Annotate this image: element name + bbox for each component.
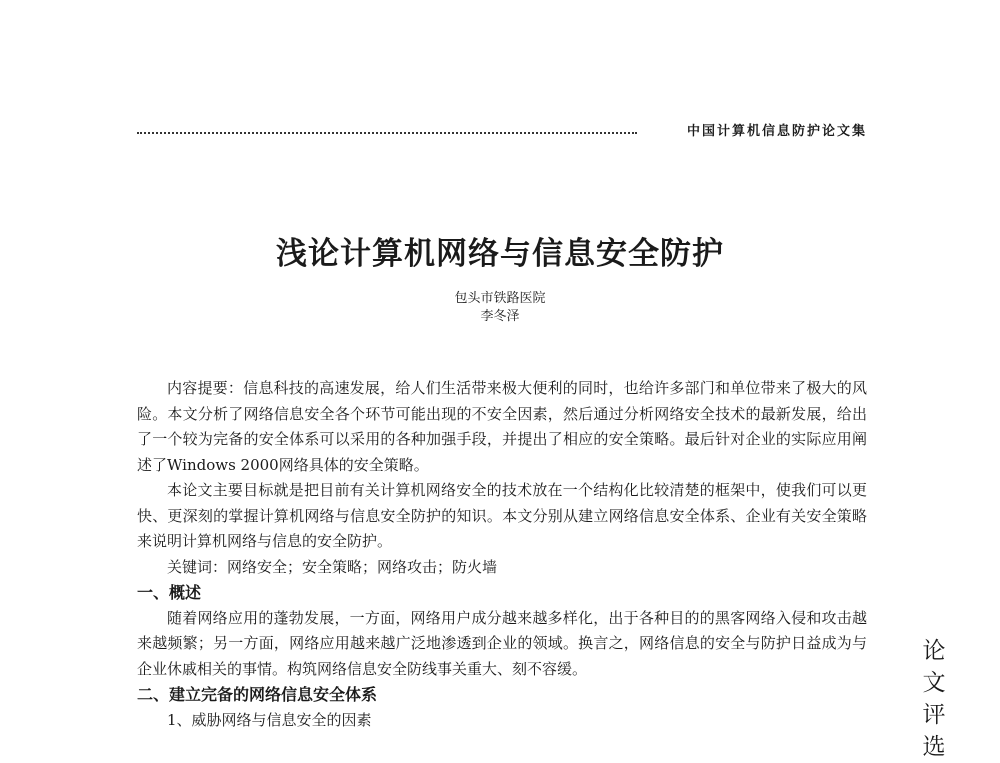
sidebar-char: 选 [922,734,946,760]
header-dotted-rule [137,132,637,134]
sidebar-vertical-label [918,635,950,763]
sidebar-char: 评 [922,702,946,728]
sidebar-char: 文 [922,670,946,696]
section-2-heading: 二、建立完备的网络信息安全体系 [137,685,378,704]
intro-paragraph: 本论文主要目标就是把目前有关计算机网络安全的技术放在一个结构化比较清楚的框架中，使我们可以更快、更深刻的掌握计算机网络与信息安全防护的知识。本文分别从建立网络信息安全体系、企业有关安全策略来说明计算机网络与信息的安全防护。 [137,481,867,550]
running-header-title: 中国计算机信息防护论文集 [686,124,867,139]
author-affiliation: 包头市铁路医院 [454,291,546,306]
section-1-paragraph: 随着网络应用的蓬勃发展，一方面，网络用户成分越来越多样化，出于各种目的的黑客网络入侵和攻击越来越频繁；另一方面，网络应用越来越广泛地渗透到企业的领域。换言之，网络信息的安全与防护日益成为与企业休戚相关的事情。构筑网络信息安全防线事关重大、刻不容缓。 [137,608,867,678]
section-1-heading: 一、概述 [137,583,202,602]
paper-title: 浅论计算机网络与信息安全防护 [276,236,724,272]
paper-body [137,376,867,733]
section-2-subheading: 1、威胁网络与信息安全的因素 [167,710,372,729]
sidebar-char: 论 [922,638,946,664]
running-header [137,120,867,142]
abstract-paragraph: 内容提要：信息科技的高速发展，给人们生活带来极大便利的同时，也给许多部门和单位带来了极大的风险。本文分析了网络信息安全各个环节可能出现的不安全因素，然后通过分析网络安全技术的最新发展，给出了一个较为完备的安全体系可以采用的各种加强手段，并提出了相应的安全策略。最后针对企业的实际应用阐述了Windows 2000网络具体的安全策略。 [137,379,867,474]
author-name: 李冬泽 [480,309,520,324]
keywords: 关键词：网络安全；安全策略；网络攻击；防火墙 [167,557,498,576]
